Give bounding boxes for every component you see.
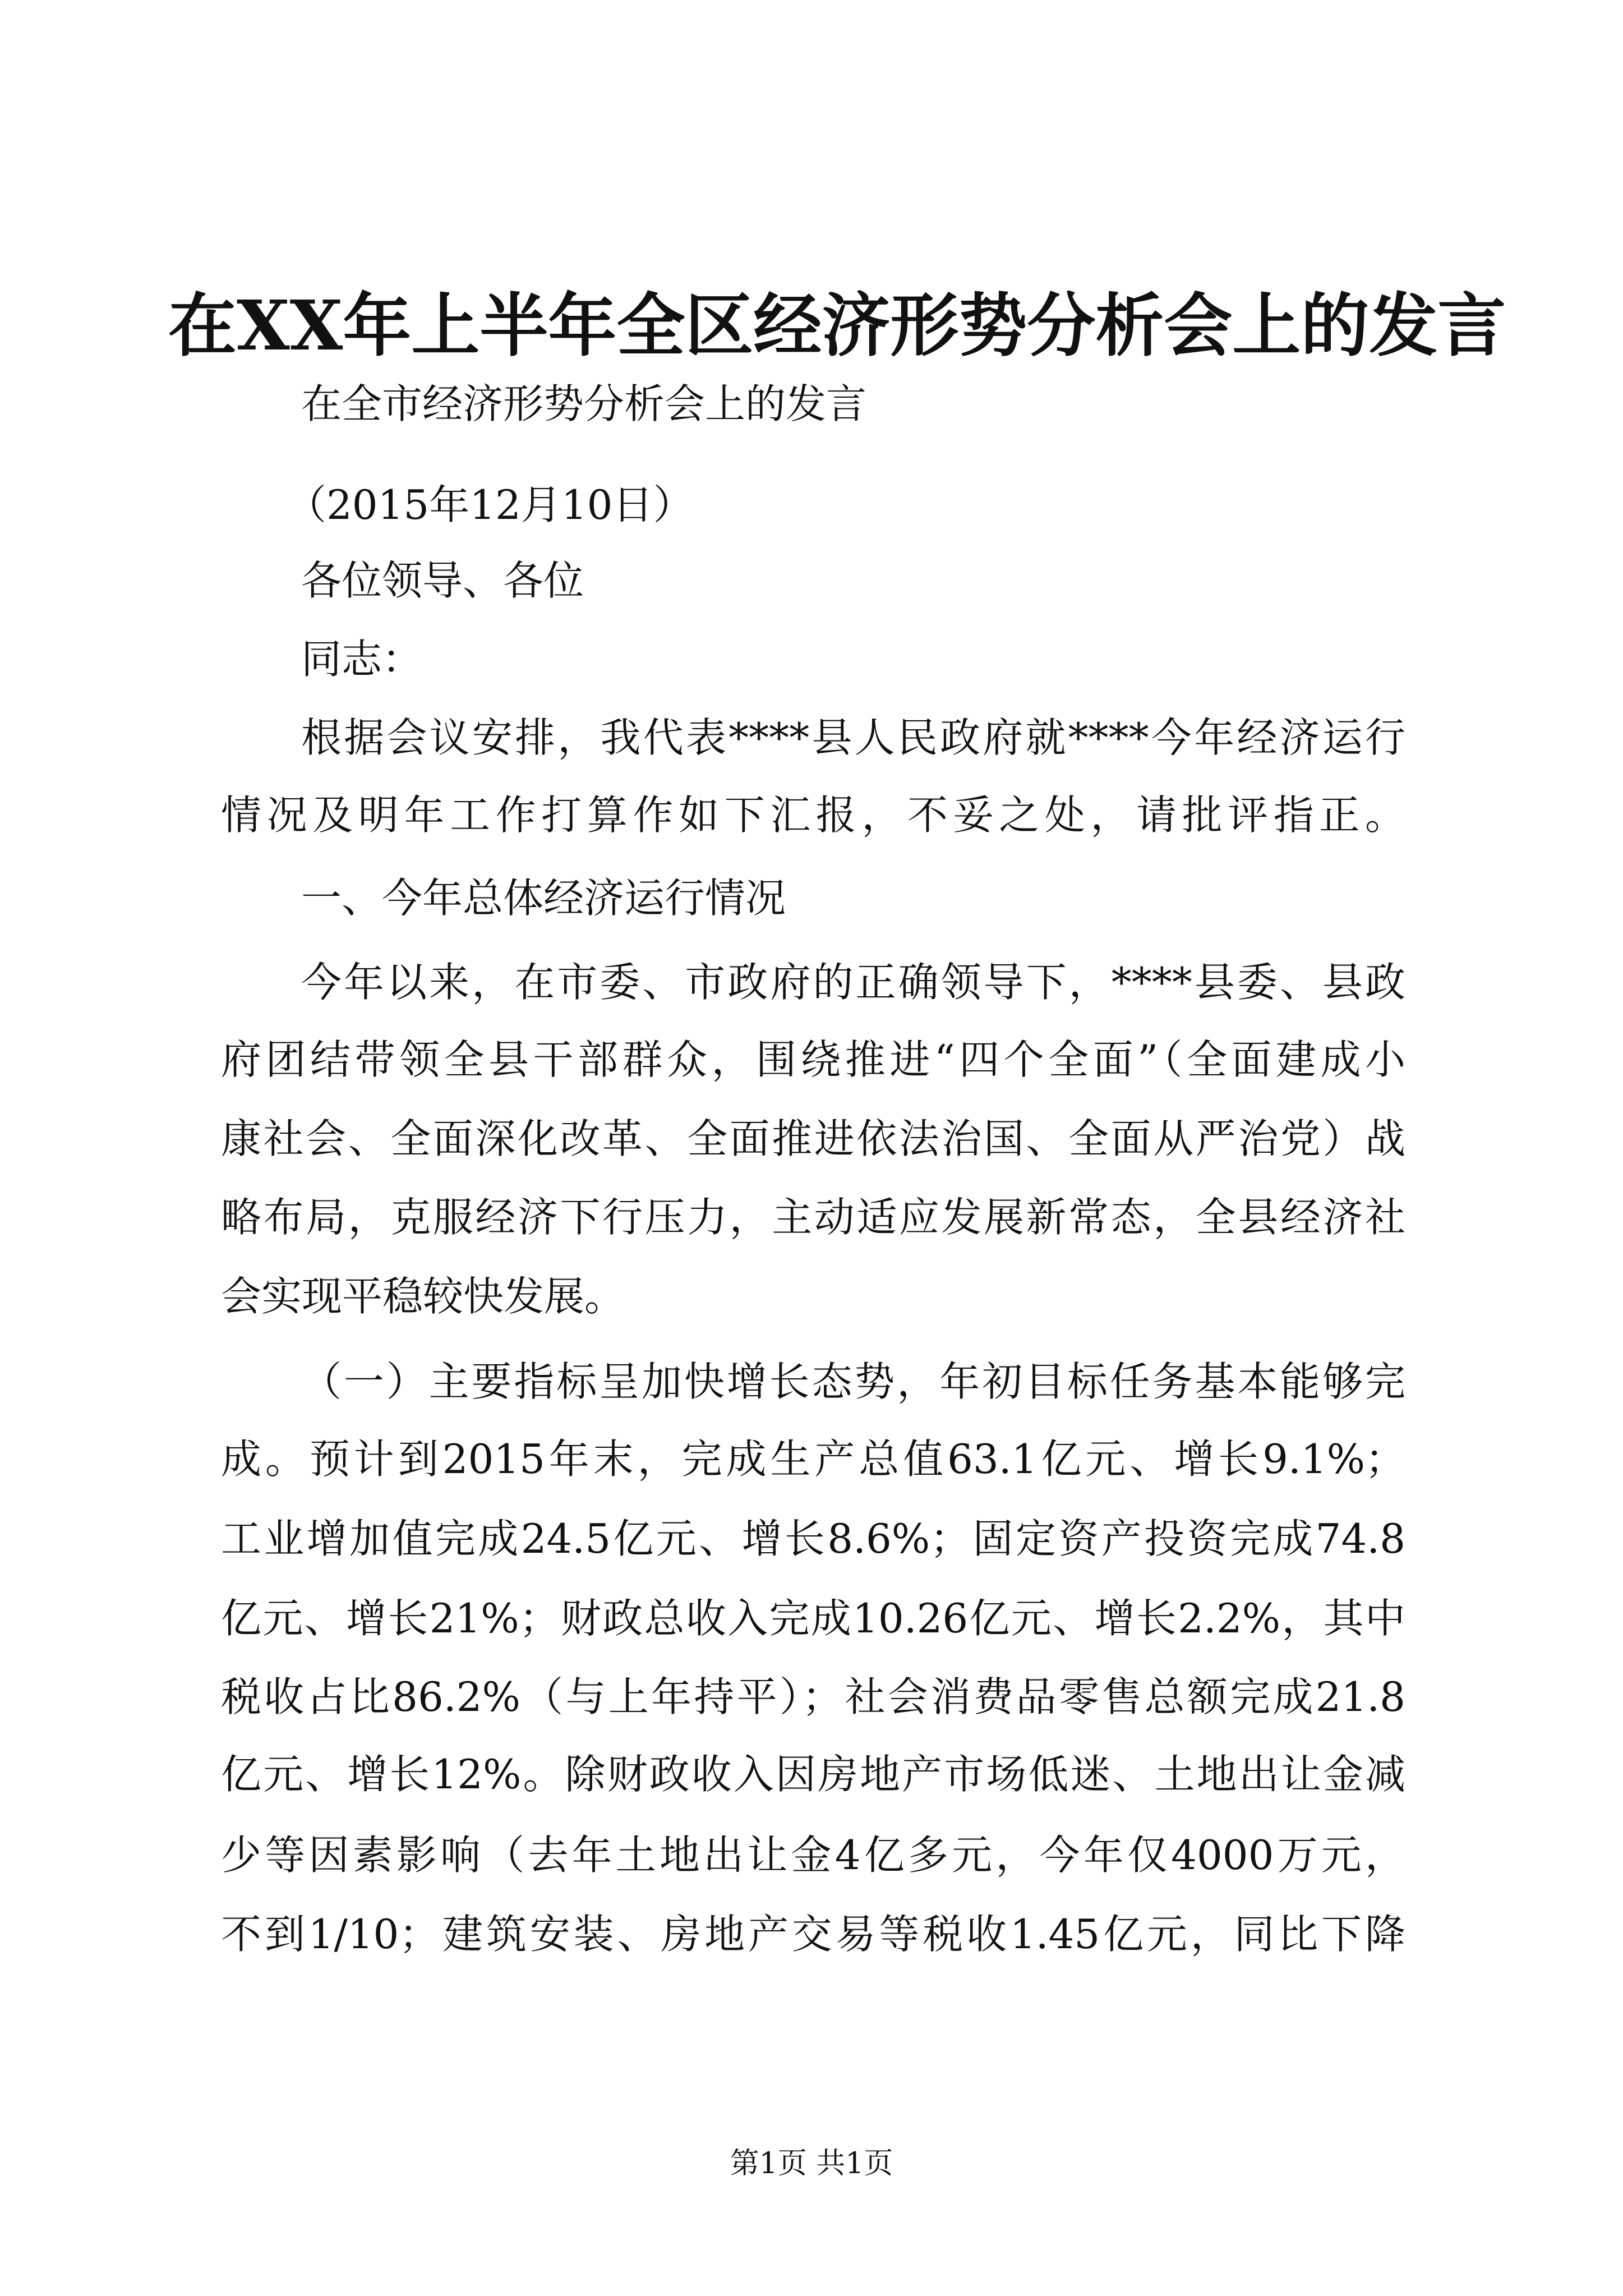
salutation-line-2: 同志： [301, 636, 423, 683]
paragraph-line: 今年以来，在市委、市政府的正确领导下，****县委、县政 [301, 959, 1405, 1006]
document-subtitle: 在全市经济形势分析会上的发言 [301, 380, 867, 427]
paragraph-line: 成。预计到2015年末，完成生产总值63.1亿元、增长9.1%； [221, 1435, 1405, 1483]
paragraph-line: 府团结带领全县干部群众，围绕推进“四个全面”（全面建成小 [221, 1036, 1405, 1083]
paragraph-line: 税收占比86.2%（与上年持平）；社会消费品零售总额完成21.8 [221, 1673, 1405, 1720]
paragraph-line: 情况及明年工作打算作如下汇报，不妥之处，请批评指正。 [221, 792, 1405, 839]
paragraph-line: 工业增加值完成24.5亿元、增长8.6%；固定资产投资完成74.8 [221, 1515, 1405, 1562]
salutation-line-1: 各位领导、各位 [301, 557, 584, 604]
paragraph-line: 康社会、全面深化改革、全面推进依法治国、全面从严治党）战 [221, 1115, 1405, 1162]
document-date: （2015年12月10日） [286, 481, 694, 528]
document-title: 在XX年上半年全区经济形势分析会上的发言 [168, 285, 1506, 366]
paragraph-line: 少等因素影响（去年土地出让金4亿多元，今年仅4000万元， [221, 1832, 1405, 1879]
paragraph-line: 根据会议安排，我代表****县人民政府就****今年经济运行 [301, 714, 1405, 761]
paragraph-line: 会实现平稳较快发展。 [221, 1273, 625, 1320]
paragraph-line: 略布局，克服经济下行压力，主动适应发展新常态，全县经济社 [221, 1194, 1405, 1241]
section-heading: 一、今年总体经济运行情况 [301, 875, 786, 922]
paragraph-line: 亿元、增长12%。除财政收入因房地产市场低迷、土地出让金减 [221, 1751, 1405, 1798]
page-footer: 第1页 共1页 [730, 2147, 893, 2180]
paragraph-line: 亿元、增长21%；财政总收入完成10.26亿元、增长2.2%，其中 [221, 1595, 1405, 1642]
paragraph-line: 不到1/10；建筑安装、房地产交易等税收1.45亿元，同比下降 [221, 1911, 1405, 1958]
paragraph-line: （一）主要指标呈加快增长态势，年初目标任务基本能够完 [301, 1358, 1405, 1405]
